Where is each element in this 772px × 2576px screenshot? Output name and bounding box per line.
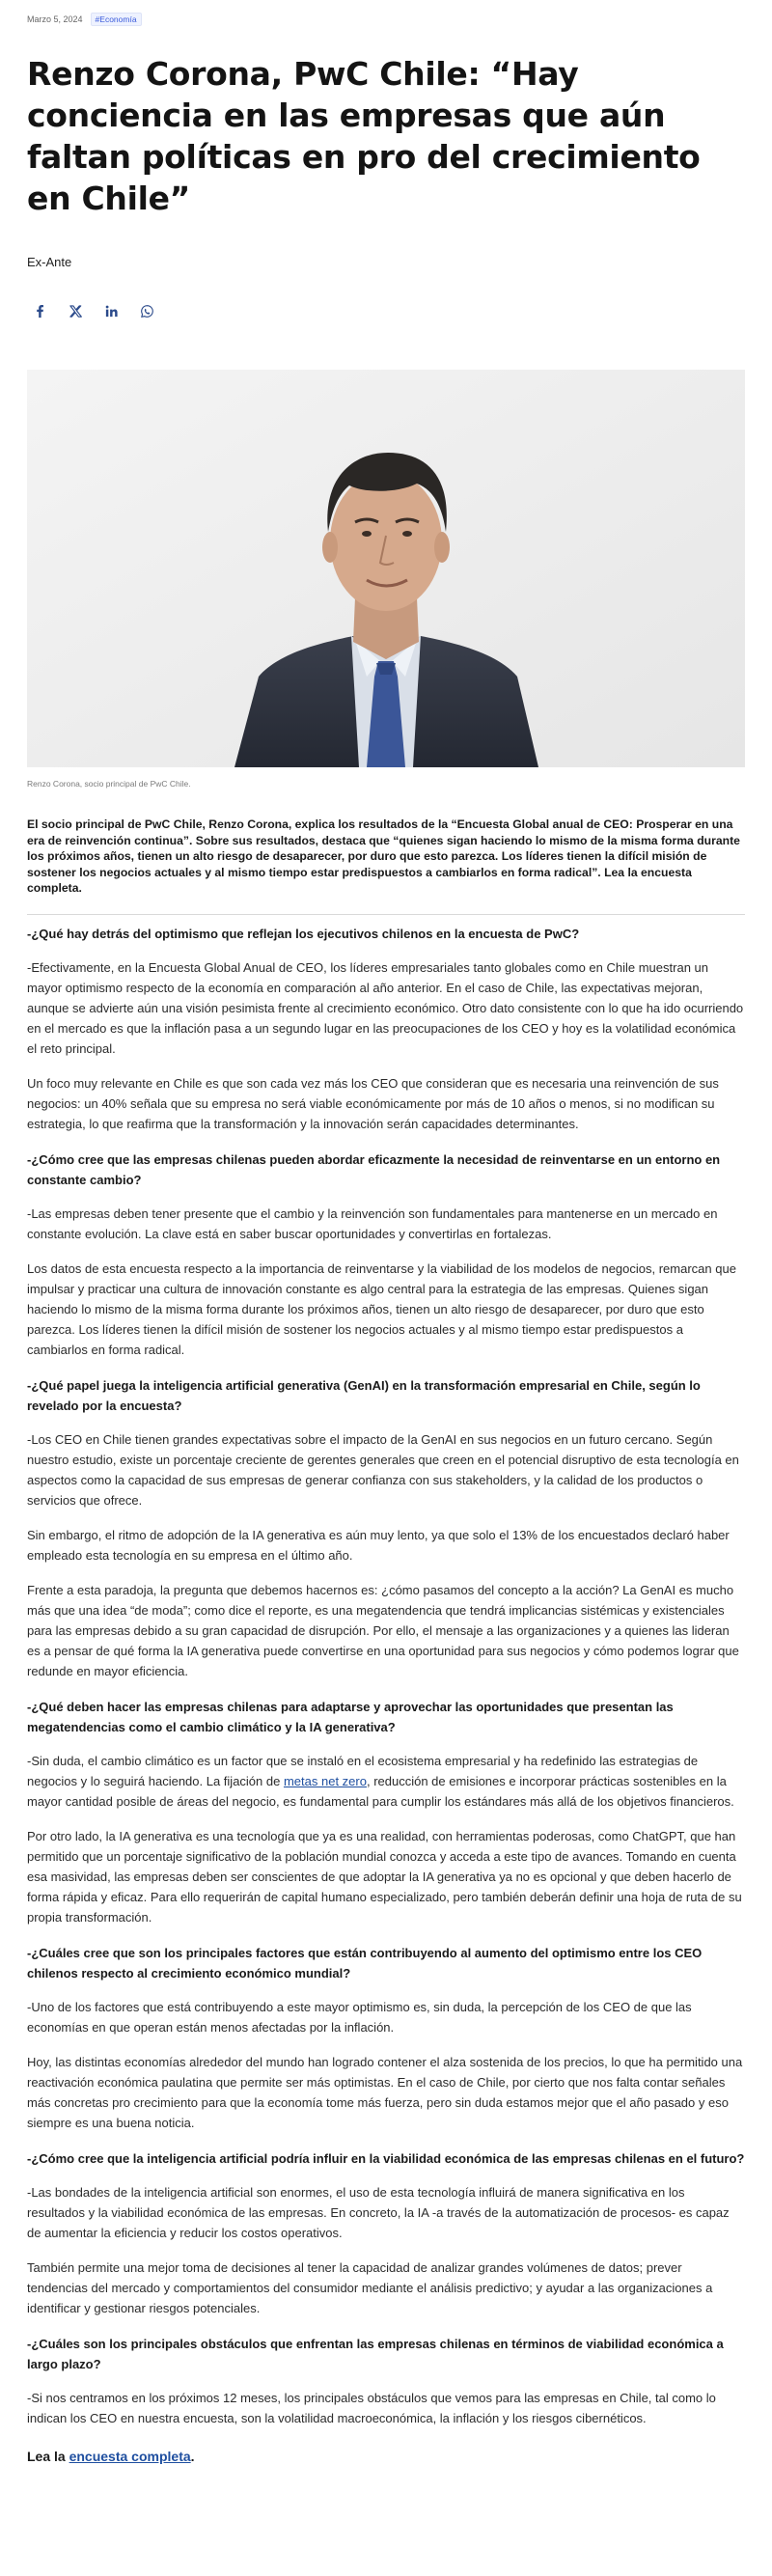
whatsapp-icon[interactable] [134,300,170,321]
article-author[interactable]: Ex-Ante [27,255,72,269]
paragraph-text: , reducción de emisiones e incorporar prácticas sostenibles en la mayor cantidad posible de áreas del negocio, es fundamental para cumplir los estándares más allá de los objetivos financieros. [27,1773,734,1809]
interview-question: -¿Qué deben hacer las empresas chilenas para adaptarse y aprovechar las oportunidades que presentan las megatendencias como el cambio climático y la IA generativa? [27,1699,674,1734]
interview-paragraph: Sin embargo, el ritmo de adopción de la IA generativa es aún muy lento, ya que solo el 13% de los encuestados declaró haber empleado esta tecnología en su empresa en el último año. [27,1527,730,1563]
read-survey-line [27,2449,745,2464]
interview-paragraph: -Si nos centramos en los próximos 12 meses, los principales obstáculos que vemos para las empresas en Chile, tal como lo indican los CEO en nuestra encuesta, son la volatilidad macroeconómica, la inflación y los riesgos cibernéticos. [27,2390,716,2425]
share-bar [27,300,745,321]
interview-paragraph: -Efectivamente, en la Encuesta Global Anual de CEO, los líderes empresariales tanto globales como en Chile muestran un mayor optimismo respecto de la economía en comparación al año anterior. En el caso de Chile, las expectativas mejoran, aunque se advierte aún una visión pesimista frente al crecimiento económico. Otro dato consistente con lo que ha ido ocurriendo en el mercado es que la inflación pasa a un segundo lugar en las preocupaciones de los CEO y hoy es la volatilidad económica el reto principal. [27,959,744,1056]
interview-question: -¿Cuáles son los principales obstáculos que enfrentan las empresas chilenas en términos de viabilidad económica a largo plazo? [27,2336,724,2371]
interview-paragraph: -Las bondades de la inteligencia artificial son enormes, el uso de esta tecnología influirá de manera significativa en los resultados y la viabilidad económica de las empresas. En concreto, la IA -a través de la automatización de procesos- es capaz de aumentar la eficiencia y reducir los costos operativos. [27,2184,730,2240]
interview-paragraph: También permite una mejor toma de decisiones al tener la capacidad de analizar grandes volúmenes de datos; prever tendencias del mercado y comportamientos del consumidor mediante el análisis predictivo; y ayudar a las organizaciones a identificar y gestionar riesgos potenciales. [27,2259,713,2315]
net-zero-link[interactable]: metas net zero [283,1773,367,1788]
x-twitter-icon[interactable] [63,300,98,321]
article-date: Marzo 5, 2024 [27,14,83,24]
interview-question: -¿Qué hay detrás del optimismo que reflejan los ejecutivos chilenos en la encuesta de PwC? [27,926,580,941]
photo-caption: Renzo Corona, socio principal de PwC Chile. [27,779,191,789]
interview-paragraph: -Uno de los factores que está contribuyendo a este mayor optimismo es, sin duda, la percepción de los CEO de que las economías en que operan están menos afectadas por la inflación. [27,1999,692,2035]
interview-paragraph: -Las empresas deben tener presente que el cambio y la reinvención son fundamentales para mantenerse en un mercado en constante evolución. La clave está en saber buscar oportunidades y convertirlas en fortalezas. [27,1205,718,1241]
facebook-icon[interactable] [27,300,63,321]
interview-question: -¿Cómo cree que la inteligencia artificial podría influir en la viabilidad económica de las empresas chilenas en el futuro? [27,2150,745,2166]
article-lead: El socio principal de PwC Chile, Renzo Corona, explica los resultados de la “Encuesta Global anual de CEO: Prosperar en una era de reinvención continua”. Sobre sus resultados, destaca que “quienes sigan haciendo lo mismo de la misma forma durante los próximos años, tienen un alto riesgo de desaparecer, por duro que esto parezca. Los líderes tienen la difícil misión de sostener los negocios actuales y al mismo tiempo estar predispuestos a cambiarlos en forma radical”. Lea la encuesta completa. [27,817,745,915]
category-tag[interactable]: #Economía [91,13,142,26]
interview-paragraph: -Los CEO en Chile tienen grandes expectativas sobre el impacto de la GenAI en sus negocios en un futuro cercano. Según nuestro estudio, existe un porcentaje creciente de gerentes generales que creen en el potencial disruptivo de esta tecnología en aspectos como la capacidad de sus empresas de generar confianza con sus stakeholders, y la calidad de los productos o servicios que ofrece. [27,1431,739,1508]
read-survey-suffix: . [190,2448,195,2464]
interview-paragraph: Un foco muy relevante en Chile es que son cada vez más los CEO que consideran que es necesaria una reinvención de sus negocios: un 40% señala que su empresa no será viable económicamente por más de 10 años o menos, si no modifican su estrategia, lo que reafirma que la transformación y la innovación serán capacidades determinantes. [27,1075,719,1131]
linkedin-icon[interactable] [98,300,134,321]
interview-paragraph: Por otro lado, la IA generativa es una tecnología que ya es una realidad, con herramientas poderosas, como ChatGPT, que han permitido que un porcentaje significativo de la población mundial conozca y acceda a este tipo de avances. Tomando en cuenta esa masividad, las empresas deben ser conscientes de que adoptar la IA generativa ya no es opcional y que deben hacerlo de forma rápida y eficaz. Para ello requerirán de capital humano especializado, pero también deberán definir una hoja de ruta de su propia transformación. [27,1828,742,1925]
interview-paragraph: Hoy, las distintas economías alrededor del mundo han logrado contener el alza sostenida de los precios, lo que ha permitido una reactivación económica paulatina que permite ser más optimistas. En el caso de Chile, por cierto que nos falta contar señales más concretas pro crecimiento para que la economía tome más fuerza, pero sin duda estamos mejor que el año pasado y eso siempre es una buena noticia. [27,2054,743,2130]
interview-question: -¿Cuáles cree que son los principales factores que están contribuyendo al aumento del optimismo entre los CEO chilenos respecto al crecimiento económico mundial? [27,1945,703,1980]
read-survey-prefix: Lea la [27,2448,69,2464]
interview-question: -¿Cómo cree que las empresas chilenas pueden abordar eficazmente la necesidad de reinventarse en un entorno en constante cambio? [27,1151,721,1187]
article-body [27,924,745,2428]
portrait-illustration [27,370,745,767]
read-survey-link[interactable]: encuesta completa [69,2448,191,2464]
interview-question: -¿Qué papel juega la inteligencia artificial generativa (GenAI) en la transformación empresarial en Chile, según lo revelado por la encuesta? [27,1377,701,1413]
interview-paragraph: Frente a esta paradoja, la pregunta que debemos hacernos es: ¿cómo pasamos del concepto a la acción? La GenAI es mucho más que una idea “de moda”; como dice el reporte, es una megatendencia que tendrá implicancias sistémicas y existenciales para las empresas debido a su gran capacidad de disrupción. Por ello, el mensaje a las organizaciones y a quienes las lideran es a pensar de qué forma la IA generativa puede convertirse en una oportunidad para sus negocios y cómo podemos lograr que redunde en mayor eficiencia. [27,1582,739,1678]
article-title: Renzo Corona, PwC Chile: “Hay conciencia en las empresas que aún faltan políticas en pro del crecimiento en Chile” [27,55,701,217]
paragraph-text: -Sin duda, el cambio climático es un factor que se instaló en el ecosistema empresarial y ha redefinido las estrategias de negocios y lo seguirá haciendo. La fijación de [27,1753,699,1788]
interview-paragraph: Los datos de esta encuesta respecto a la importancia de reinventarse y la viabilidad de los modelos de negocios, remarcan que impulsar y practicar una cultura de innovación constante es algo central para la estrategia de las empresas. Quienes sigan haciendo lo mismo de la misma forma durante los próximos años, tienen un alto riesgo de desaparecer, por duro que esto parezca. Los líderes tienen la difícil misión de sostener los negocios actuales y al mismo tiempo estar predispuestos a cambiarlos en forma radical. [27,1260,736,1357]
interview-paragraph [27,1751,745,1812]
article-photo [27,370,745,767]
article-meta [27,12,745,27]
